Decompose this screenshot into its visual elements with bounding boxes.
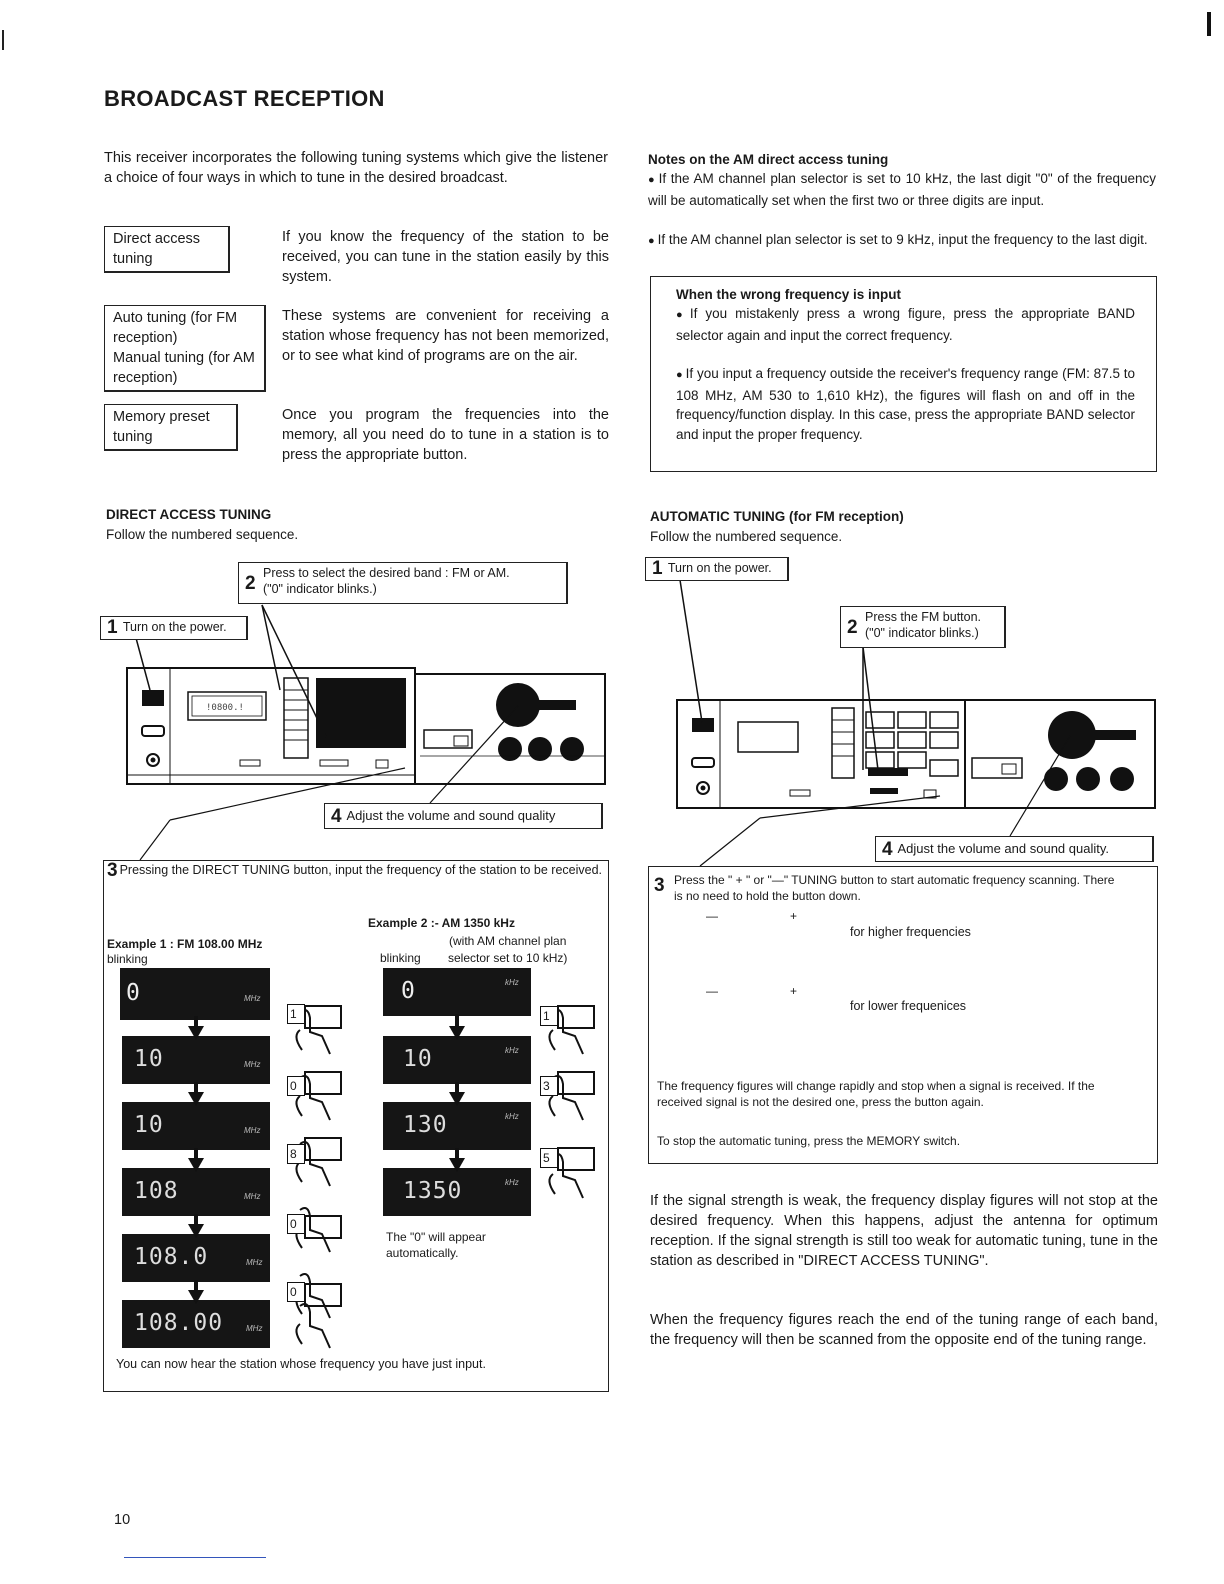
page-number: 10	[114, 1512, 131, 1528]
auto-zero-note: The "0" will appear automatically.	[386, 1230, 486, 1260]
auto-step-4: 4 Adjust the volume and sound quality.	[875, 836, 1154, 862]
freq-display: 10 MHz	[122, 1036, 270, 1084]
freq-display: 0 MHz	[120, 968, 270, 1020]
freq-display: 108.0 MHz	[122, 1234, 270, 1282]
system-box-memory: Memory preset tuning	[104, 404, 238, 451]
page-title: BROADCAST RECEPTION	[104, 86, 385, 111]
digit-key-3: 3	[540, 1076, 558, 1096]
direct-heading: DIRECT ACCESS TUNING	[106, 507, 272, 522]
direct-step-3: 3 Pressing the DIRECT TUNING button, input the frequency of the station to be received.	[107, 860, 603, 881]
digit-key-1: 1	[540, 1006, 558, 1026]
freq-display: 10 MHz	[122, 1102, 270, 1150]
example-1-blinking: blinking	[107, 952, 148, 966]
auto-box-text-1: The frequency figures will change rapidly and stop when a signal is received. If the received signal is not the desired one, press the button again.	[657, 1079, 1095, 1109]
system-desc-direct: If you know the frequency of the station to be received, you can tune in the station easily by this system.	[282, 229, 609, 285]
system-desc-auto: These systems are convenient for receiving a station whose frequency has not been memorized, or to see what kind of programs are on the air.	[282, 308, 609, 364]
system-desc-memory: Once you program the frequencies into the memory, all you need do to tune in a station is to press the appropriate button.	[282, 407, 609, 463]
wrong-frequency-bullet-2: ● If you input a frequency outside the receiver's frequency range (FM: 87.5 to 108 MHz, AM 530 to 1,610 kHz), the figures will flash on and off in the frequency/function display. In this case, press the appropriate BAND selector and input the proper frequency.	[676, 364, 1135, 444]
freq-display: 108 MHz	[122, 1168, 270, 1216]
freq-display: 130 kHz	[383, 1102, 531, 1150]
digit-key-0: 0	[287, 1214, 305, 1234]
plus-label: +	[790, 984, 798, 998]
auto-heading: AUTOMATIC TUNING (for FM reception)	[650, 509, 904, 524]
digit-key-1: 1	[287, 1004, 305, 1024]
auto-sub: Follow the numbered sequence.	[650, 529, 843, 544]
digit-key-5: 5	[540, 1148, 558, 1168]
auto-step-2: 2 Press the FM button. ("0" indicator blinks.)	[840, 606, 1006, 648]
am-notes-bullet-1: ● If the AM channel plan selector is set to 10 kHz, the last digit "0" of the frequency will be automatically set when the first two or three digits are input.	[648, 169, 1156, 210]
freq-display: 0 kHz	[383, 968, 531, 1016]
freq-display: 108.00 MHz	[122, 1300, 270, 1348]
intro-text: This receiver incorporates the following tuning systems which give the listener a choice of four ways in which to tune in the desired broadcast.	[104, 150, 608, 186]
freq-display: 1350 kHz	[383, 1168, 531, 1216]
end-range-text: When the frequency figures reach the end of the tuning range of each band, the frequency will then be scanned from the opposite end of the tuning range.	[650, 1312, 1158, 1348]
digit-key-8: 8	[287, 1144, 305, 1164]
digit-key-0: 0	[287, 1282, 305, 1302]
system-box-direct: Direct access tuning	[104, 226, 230, 273]
svg-text:!0800.!: !0800.!	[206, 703, 244, 713]
plus-label: +	[790, 909, 798, 923]
digit-key-0: 0	[287, 1076, 305, 1096]
minus-label: —	[706, 984, 718, 998]
freq-display: 10 kHz	[383, 1036, 531, 1084]
direct-sub: Follow the numbered sequence.	[106, 527, 299, 542]
minus-label: —	[706, 909, 718, 923]
wrong-frequency-heading: When the wrong frequency is input	[676, 287, 902, 302]
system-box-auto: Auto tuning (for FM reception) Manual tuning (for AM reception)	[104, 305, 266, 392]
margin-mark-right	[1207, 12, 1211, 36]
am-notes-bullet-2: ● If the AM channel plan selector is set to 9 kHz, input the frequency to the last digit.	[648, 230, 1156, 252]
direct-step-4: 4 Adjust the volume and sound quality	[324, 803, 603, 829]
auto-step-1: 1 Turn on the power.	[645, 557, 789, 581]
example-2-title: Example 2 :- AM 1350 kHz	[368, 916, 515, 930]
lower-frequencies-label: for lower frequenices	[850, 999, 967, 1013]
example-2-blinking: blinking	[380, 951, 421, 965]
wrong-frequency-bullet-1: ● If you mistakenly press a wrong figure, press the appropriate BAND selector again and input the correct frequency.	[676, 304, 1135, 345]
example-2-note-1: (with AM channel plan	[449, 934, 567, 948]
direct-step-2: 2 Press to select the desired band : FM or AM. ("0" indicator blinks.)	[238, 562, 568, 604]
example-1-title: Example 1 : FM 108.00 MHz	[107, 937, 263, 951]
footer-rule	[124, 1557, 266, 1558]
auto-box-text-2: To stop the automatic tuning, press the MEMORY switch.	[657, 1134, 961, 1148]
direct-step-1: 1 Turn on the power.	[100, 616, 248, 640]
auto-step-3-box	[648, 866, 1158, 1164]
example-2-note-2: selector set to 10 kHz)	[448, 951, 568, 965]
auto-step-3: 3 Press the " + " or "—" TUNING button to start automatic frequency scanning. There is no need to hold the button down.	[654, 873, 1115, 903]
direct-footer: You can now hear the station whose frequency you have just input.	[116, 1357, 486, 1371]
am-notes-heading: Notes on the AM direct access tuning	[648, 152, 889, 167]
weak-signal-text: If the signal strength is weak, the frequency display figures will not stop at the desired frequency. When this happens, adjust the antenna for optimum reception. If the signal strength is still too weak for automatic tuning, tune in the station as described in "DIRECT ACCESS TUNING".	[650, 1193, 1158, 1269]
higher-frequencies-label: for higher frequencies	[850, 925, 971, 939]
margin-mark-left	[2, 30, 4, 50]
